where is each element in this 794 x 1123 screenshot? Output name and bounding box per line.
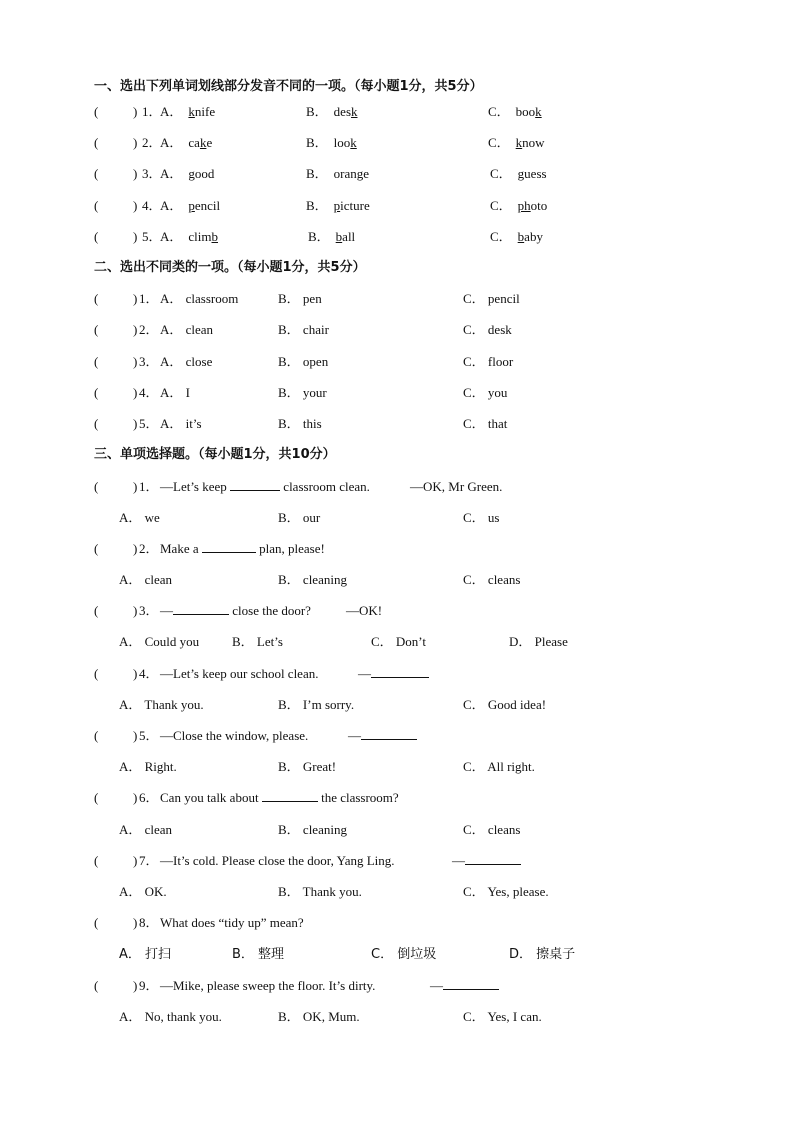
word-part: e (363, 166, 370, 181)
fill-blank (465, 851, 521, 865)
option-c: C． cleans (463, 572, 521, 587)
option-b: B． chair (278, 322, 329, 337)
word-part: aby (524, 229, 543, 244)
option-c (490, 196, 547, 216)
word-part: oran (333, 166, 357, 181)
option-c: C． All right. (463, 759, 535, 774)
underlined-letters: b (335, 229, 343, 244)
option-a: A． No, thank you. (119, 1009, 222, 1024)
option-c: C． you (463, 385, 508, 400)
question-number: 4． (139, 666, 159, 681)
word-part: oto (530, 198, 548, 213)
s3-q6-options (0, 820, 794, 840)
underlined-letters: b (211, 229, 218, 244)
s3-q7-options (0, 882, 794, 902)
option-c: C． 倒垃圾 (371, 947, 437, 962)
option-c (488, 102, 542, 122)
stem-part-2: classroom clean. (280, 479, 370, 494)
stem-part-1: —Let’s keep (160, 479, 231, 494)
option-b: B． cleaning (278, 822, 347, 837)
option-a (160, 196, 220, 216)
question-number: 5． (139, 728, 159, 743)
answer-paren-open: ( (94, 416, 99, 431)
s3-q2-options (0, 570, 794, 590)
option-label: A． (160, 198, 183, 213)
question-number: 1． (142, 104, 162, 119)
option-a: A． close (160, 354, 213, 369)
answer-paren-open: ( (94, 322, 99, 337)
answer-paren-open: ( (94, 354, 99, 369)
question-number: 2． (139, 322, 159, 337)
option-a (160, 133, 212, 153)
option-c: C． Good idea! (463, 697, 547, 712)
answer-paren-open: ( (94, 666, 99, 681)
option-b (306, 164, 369, 184)
option-label: A． (160, 229, 183, 244)
reply-text (430, 976, 499, 996)
word-part: icture (340, 198, 370, 213)
option-c: C． us (463, 510, 500, 525)
option-label: B． (306, 104, 328, 119)
option-label: C． (490, 198, 512, 213)
section-2-heading-row (0, 258, 794, 278)
underlined-letters: b (517, 229, 525, 244)
answer-paren-close: ) (133, 135, 138, 150)
word-part: clim (188, 229, 212, 244)
question-stem: —It’s cold. Please close the door, Yang Ling. (160, 853, 395, 868)
section-3-heading-row (0, 445, 794, 465)
option-b: B． Thank you. (278, 884, 362, 899)
option-c: C． desk (463, 322, 512, 337)
option-b: B． Great! (278, 759, 337, 774)
s3-q3-options (0, 632, 794, 652)
reply-dash: — (452, 853, 465, 868)
reply-dash: — (358, 666, 371, 681)
option-c: C． Don’t (371, 634, 427, 649)
s3-q3 (0, 601, 794, 621)
answer-paren-close: ) (133, 853, 138, 868)
option-label: A． (160, 166, 183, 181)
reply-text (358, 664, 429, 684)
stem-part-1: — (160, 603, 173, 618)
option-a: A． OK. (119, 884, 167, 899)
underlined-letters: k (515, 135, 523, 150)
question-number: 2． (142, 135, 162, 150)
option-a (160, 227, 218, 247)
option-b: B． I’m sorry. (278, 697, 355, 712)
option-a (160, 164, 214, 184)
answer-paren-close: ) (133, 978, 138, 993)
underlined-letters: k (535, 104, 542, 119)
option-a: A． clean (119, 572, 173, 587)
answer-paren-close: ) (133, 479, 138, 494)
answer-paren-close: ) (133, 166, 138, 181)
option-d: D． Please (509, 634, 568, 649)
answer-paren-open: ( (94, 291, 99, 306)
option-d: D． 擦桌子 (509, 947, 576, 962)
question-number: 3． (142, 166, 162, 181)
option-label: B． (306, 135, 328, 150)
s1-q2 (0, 133, 794, 153)
answer-paren-open: ( (94, 229, 99, 244)
option-a (160, 102, 215, 122)
option-c (488, 133, 545, 153)
question-number: 5． (142, 229, 162, 244)
s3-q5 (0, 726, 794, 746)
answer-paren-open: ( (94, 104, 99, 119)
answer-paren-close: ) (133, 603, 138, 618)
section-2-heading: 二、选出不同类的一项。（每小题1分，共5分） (94, 260, 366, 275)
stem-part-2: plan, please! (255, 541, 325, 556)
s1-q1 (0, 102, 794, 122)
question-stem: —Close the window, please. (160, 728, 309, 743)
s2-q5 (0, 414, 794, 434)
underlined-letters: g (517, 166, 525, 181)
option-b: B． Let’s (232, 634, 283, 649)
answer-paren-close: ) (133, 291, 138, 306)
word-part: des (333, 104, 352, 119)
option-a: A． Thank you. (119, 697, 204, 712)
fill-blank (202, 539, 256, 553)
question-number: 2． (139, 541, 159, 556)
option-b: B． 整理 (232, 947, 285, 962)
section-1-heading: 一、选出下列单词划线部分发音不同的一项。（每小题1分，共5分） (94, 79, 483, 94)
answer-paren-open: ( (94, 479, 99, 494)
reply-text: —OK! (346, 603, 383, 618)
fill-blank (262, 788, 318, 802)
answer-paren-open: ( (94, 541, 99, 556)
question-stem: —Mike, please sweep the floor. It’s dirty. (160, 978, 376, 993)
word-part: ca (188, 135, 200, 150)
option-b: B． our (278, 510, 321, 525)
question-number: 3． (139, 354, 159, 369)
s1-q4 (0, 196, 794, 216)
answer-paren-close: ) (133, 915, 138, 930)
option-c (490, 227, 543, 247)
option-b (306, 102, 358, 122)
s3-q1-options (0, 508, 794, 528)
s3-q1 (0, 477, 794, 497)
option-a: A． it’s (160, 416, 202, 431)
word-part: boo (515, 104, 536, 119)
answer-paren-open: ( (94, 198, 99, 213)
option-a: A． Could you (119, 634, 200, 649)
answer-paren-close: ) (133, 104, 138, 119)
question-number: 4． (142, 198, 162, 213)
answer-paren-close: ) (133, 728, 138, 743)
fill-blank (443, 976, 499, 990)
word-part: ood (194, 166, 215, 181)
stem-part-2: the classroom? (317, 790, 399, 805)
fill-blank (230, 477, 280, 491)
fill-blank (371, 664, 429, 678)
option-b: B． pen (278, 291, 322, 306)
option-b (306, 133, 357, 153)
option-a: A． Right. (119, 759, 177, 774)
answer-paren-open: ( (94, 603, 99, 618)
s2-q4 (0, 383, 794, 403)
reply-dash: — (348, 728, 361, 743)
word-part: now (522, 135, 545, 150)
question-stem (160, 788, 399, 808)
answer-paren-close: ) (133, 541, 138, 556)
s3-q9 (0, 976, 794, 996)
answer-paren-close: ) (133, 354, 138, 369)
question-number: 8． (139, 915, 159, 930)
question-number: 7． (139, 853, 159, 868)
option-b: B． cleaning (278, 572, 347, 587)
underlined-letters: k (351, 104, 358, 119)
word-part: uess (524, 166, 547, 181)
word-part: encil (194, 198, 221, 213)
s3-q9-options (0, 1007, 794, 1027)
answer-paren-open: ( (94, 853, 99, 868)
option-label: C． (490, 229, 512, 244)
reply-text (348, 726, 417, 746)
question-number: 4． (139, 385, 159, 400)
question-stem: —Let’s keep our school clean. (160, 666, 319, 681)
option-b: B． OK, Mum. (278, 1009, 360, 1024)
word-part: e (206, 135, 213, 150)
underlined-letters: g (188, 166, 195, 181)
answer-paren-close: ) (133, 198, 138, 213)
s3-q8 (0, 913, 794, 933)
option-b (308, 227, 355, 247)
fill-blank (361, 726, 417, 740)
option-a: A． clean (119, 822, 173, 837)
option-c: C． cleans (463, 822, 521, 837)
question-number: 1． (139, 479, 159, 494)
option-label: C． (490, 166, 512, 181)
answer-paren-close: ) (133, 322, 138, 337)
reply-text (452, 851, 521, 871)
option-c: C． pencil (463, 291, 520, 306)
answer-paren-close: ) (133, 416, 138, 431)
option-c: C． Yes, please. (463, 884, 549, 899)
question-number: 1． (139, 291, 159, 306)
option-label: A． (160, 135, 183, 150)
question-number: 3． (139, 603, 159, 618)
answer-paren-open: ( (94, 728, 99, 743)
s3-q5-options (0, 757, 794, 777)
option-c: C． Yes, I can. (463, 1009, 542, 1024)
s2-q3 (0, 352, 794, 372)
answer-paren-open: ( (94, 166, 99, 181)
reply-dash: — (430, 978, 443, 993)
fill-blank (173, 601, 229, 615)
option-b (306, 196, 370, 216)
underlined-letters: k (188, 104, 195, 119)
question-number: 9． (139, 978, 159, 993)
answer-paren-open: ( (94, 135, 99, 150)
answer-paren-open: ( (94, 915, 99, 930)
question-stem (160, 477, 370, 497)
option-b: B． open (278, 354, 329, 369)
answer-paren-close: ) (133, 229, 138, 244)
underlined-letters: p (333, 198, 341, 213)
option-label: B． (306, 198, 328, 213)
s2-q2 (0, 320, 794, 340)
word-part: loo (333, 135, 351, 150)
underlined-letters: k (199, 135, 207, 150)
option-b: B． your (278, 385, 327, 400)
s1-q3 (0, 164, 794, 184)
underlined-letters: g (356, 166, 364, 181)
option-label: A． (160, 104, 183, 119)
option-c (490, 164, 547, 184)
answer-paren-open: ( (94, 385, 99, 400)
s3-q2 (0, 539, 794, 559)
question-stem: What does “tidy up” mean? (160, 915, 304, 930)
option-a: A． we (119, 510, 160, 525)
s2-q1 (0, 289, 794, 309)
option-label: C． (488, 104, 510, 119)
answer-paren-close: ) (133, 790, 138, 805)
option-label: B． (306, 166, 328, 181)
answer-paren-open: ( (94, 790, 99, 805)
s3-q4 (0, 664, 794, 684)
section-3-heading: 三、单项选择题。（每小题1分，共10分） (94, 447, 336, 462)
s3-q7 (0, 851, 794, 871)
underlined-letters: p (188, 198, 195, 213)
option-b: B． this (278, 416, 322, 431)
question-number: 5． (139, 416, 159, 431)
s3-q4-options (0, 695, 794, 715)
option-label: B． (308, 229, 330, 244)
option-label: C． (488, 135, 510, 150)
question-number: 6． (139, 790, 159, 805)
option-a: A． classroom (160, 291, 239, 306)
reply-text: —OK, Mr Green. (410, 479, 503, 494)
word-part: all (342, 229, 356, 244)
answer-paren-open: ( (94, 978, 99, 993)
word-part: nife (194, 104, 216, 119)
stem-part-2: close the door? (229, 603, 311, 618)
question-stem (160, 601, 311, 621)
s3-q6 (0, 788, 794, 808)
answer-paren-close: ) (133, 666, 138, 681)
s1-q5 (0, 227, 794, 247)
option-c: C． floor (463, 354, 514, 369)
option-a: A． 打扫 (119, 947, 172, 962)
stem-part-1: Make a (160, 541, 202, 556)
stem-part-1: Can you talk about (160, 790, 262, 805)
underlined-letters: ph (517, 198, 531, 213)
section-1-heading-row (0, 77, 794, 97)
underlined-letters: k (350, 135, 357, 150)
option-c: C． that (463, 416, 508, 431)
option-a: A． I (160, 385, 190, 400)
answer-paren-close: ) (133, 385, 138, 400)
option-a: A． clean (160, 322, 214, 337)
question-stem (160, 539, 325, 559)
s3-q8-options (0, 945, 794, 965)
